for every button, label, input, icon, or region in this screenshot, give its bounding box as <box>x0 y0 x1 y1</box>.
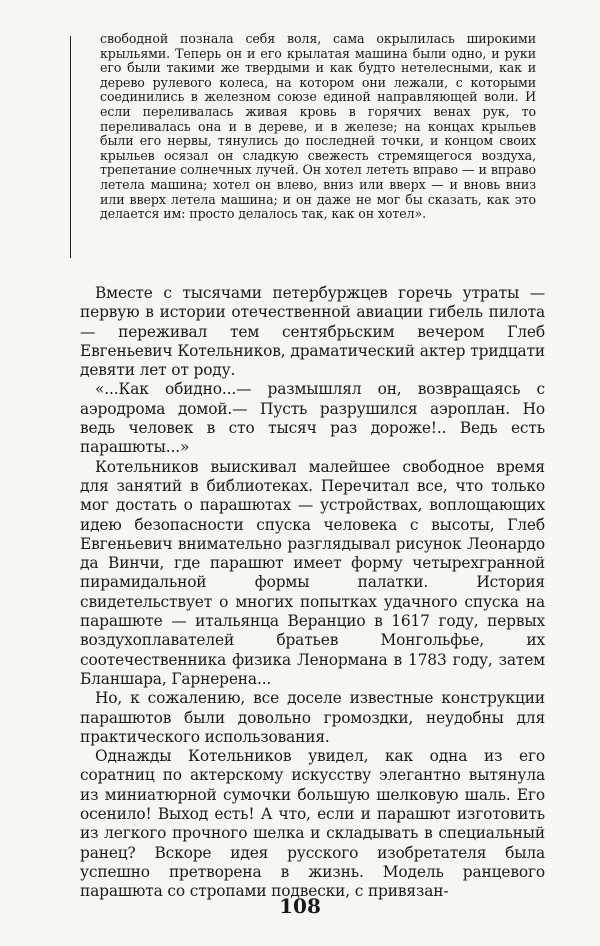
paragraph-5: Однажды Котельников увидел, как одна из его соратниц по актерскому искусству элегантно вытянула из миниатюрной сумочки большую шелковую шаль. Его осенило! Выход есть! А что, если и парашют изготовить из легкого прочного шелка и складывать в специальный ранец? Вскоре идея русского изобретателя была успешно претворена в жизнь. Модель ранцевого парашюта со стропами подвески, с привязан- <box>80 747 545 901</box>
paragraph-1: Вместе с тысячами петербуржцев горечь утраты — первую в истории отечественной авиации гибель пилота — переживал тем сентябрьским вечером Глеб Евгеньевич Котельников, драматический актер тридцати девяти лет от роду. <box>80 284 545 380</box>
quote-text <box>100 32 536 222</box>
page-number: 108 <box>279 894 321 918</box>
main-text <box>80 284 545 902</box>
quote-block <box>70 30 540 262</box>
paragraph-3: Котельников выискивал малейшее свободное время для занятий в библиотеках. Перечитал все, что только мог достать о парашютах — устройствах, воплощающих идею безопасности спуска человека с высоты, Глеб Евгеньевич внимательно разглядывал рисунок Леонардо да Винчи, где парашют имеет форму четырехгранной пирамидальной формы палатки. История свидетельствует о многих попытках удачного спуска на парашюте — итальянца Веранцио в 1617 году, первых воздухоплавателей братьев Монгольфье, их соотечественника физика Ленормана в 1783 году, затем Бланшара, Гарнерена... <box>80 457 545 688</box>
quote-paragraph: свободной познала себя воля, сама окрылилась широкими крыльями. Теперь он и его крылатая машина были одно, и руки его были такими же твердыми и как будто нетелесными, как и дерево рулевого колеса, на котором они лежали, с которыми соединились в железном союзе единой направляющей воли. И если переливалась живая кровь в горячих венах рук, то переливалась она и в дереве, и в железе; на концах крыльев были его нервы, тянулись до последней точки, и концом своих крыльев осязал он сладкую свежесть стремящегося воздуха, трепетание солнечных лучей. Он хотел лететь вправо — и вправо летела машина; хотел он влево, вниз или вверх — и вновь вниз или вверх летела машина; и он даже не мог бы сказать, как это делается им: просто делалось так, как он хотел». <box>100 31 536 222</box>
paragraph-4: Но, к сожалению, все доселе известные конструкции парашютов были довольно громоздки, неудобны для практического использования. <box>80 689 545 746</box>
quote-vertical-rule <box>70 36 71 258</box>
paragraph-2: «...Как обидно...— размышлял он, возвращаясь с аэродрома домой.— Пусть разрушился аэроплан. Но ведь человек в сто тысяч раз дороже!.. Ведь есть парашюты...» <box>80 380 545 457</box>
